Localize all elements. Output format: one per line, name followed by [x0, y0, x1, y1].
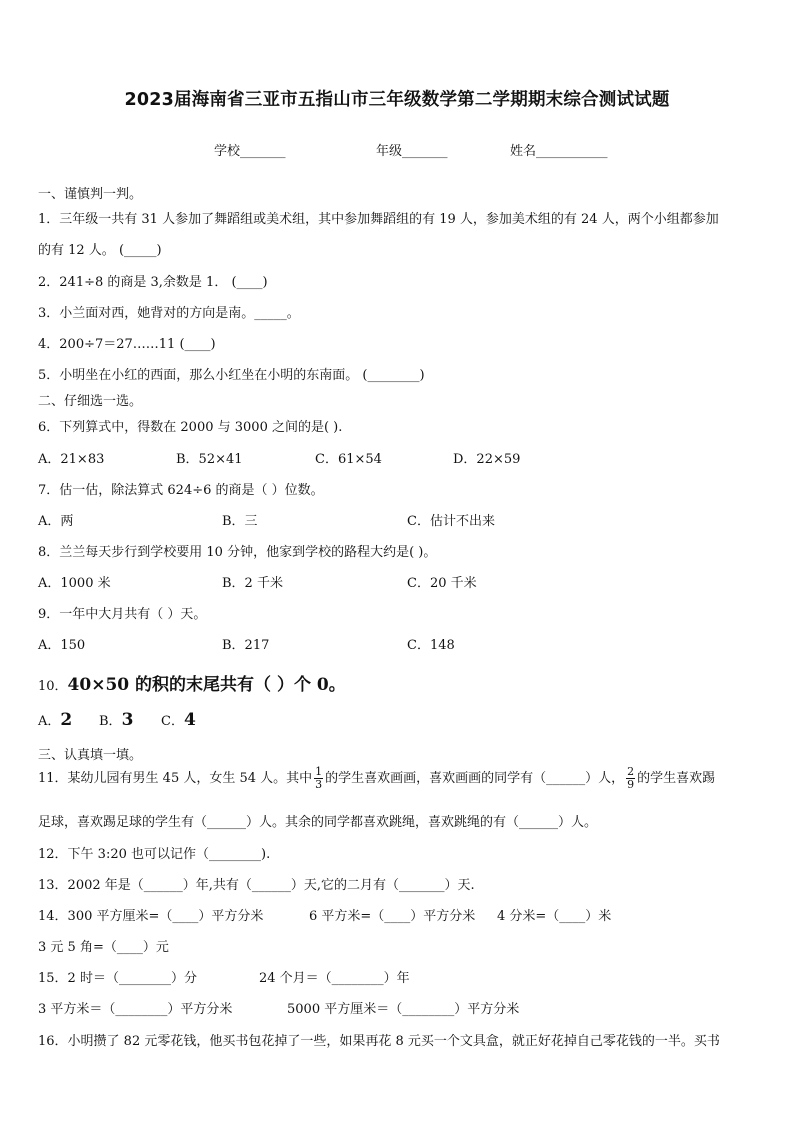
grade-field: 年级_______	[376, 144, 448, 159]
name-field: 姓名___________	[510, 144, 608, 159]
question-13: 13．2002 年是（______）年,共有（______）天,它的二月有（_______）天.	[38, 878, 475, 893]
fraction-numerator: 2	[627, 765, 635, 778]
question-9-stem: 9．一年中大月共有（ ）天。	[38, 607, 207, 622]
question-9-option-b: B．217	[222, 638, 270, 653]
question-14-part-a: 14．300 平方厘米=（____）平方分米	[38, 909, 264, 924]
question-5: 5．小明坐在小红的西面，那么小红坐在小明的东南面。 (________)	[38, 368, 425, 383]
option-c-label: C．	[161, 714, 184, 729]
option-c-value: 4	[183, 710, 196, 730]
question-4: 4．200÷7＝27……11 (____)	[38, 337, 216, 352]
question-11-part-2: 的学生喜欢画画，喜欢画画的同学有（______）人，	[325, 771, 625, 786]
question-16-line-1: 16．小明攒了 82 元零花钱，他买书包花掉了一些，如果再花 8 元买一个文具盒，就正好花掉自己零花钱的一半。买书	[38, 1034, 720, 1049]
question-11-part-3: 的学生喜欢踢	[637, 771, 716, 786]
fraction-two-ninths	[626, 766, 635, 791]
option-a-value: 2	[60, 710, 73, 730]
option-b-label: B．	[99, 714, 122, 729]
question-14-part-c: 4 分米=（____）米	[497, 909, 612, 924]
question-10-stem	[38, 670, 346, 695]
question-10-text: 40×50 的积的末尾共有（ ）个 0。	[67, 675, 346, 695]
section-heading-3: 三、认真填一填。	[38, 748, 143, 763]
question-15-part-a: 15．2 时＝（________）分	[38, 971, 197, 986]
question-12: 12．下午 3:20 也可以记作（________).	[38, 847, 271, 862]
question-14-part-d: 3 元 5 角=（____）元	[38, 940, 169, 955]
question-8-stem: 8．兰兰每天步行到学校要用 10 分钟，他家到学校的路程大约是( )。	[38, 545, 437, 560]
question-11-line-1	[38, 766, 715, 791]
option-b-value: 3	[121, 710, 134, 730]
question-15-part-c: 3 平方米＝（________）平方分米	[38, 1002, 233, 1017]
question-10-number: 10．	[38, 679, 68, 694]
question-7-option-c: C．估计不出来	[407, 514, 495, 529]
question-7-stem: 7．估一估，除法算式 624÷6 的商是（ ）位数。	[38, 483, 324, 498]
question-9-option-a: A．150	[38, 638, 86, 653]
question-6-option-d: D．22×59	[453, 452, 521, 467]
question-15-part-d: 5000 平方厘米＝（________）平方分米	[287, 1002, 520, 1017]
question-15-part-b: 24 个月＝（________）年	[259, 971, 410, 986]
question-6-option-c: C．61×54	[315, 452, 382, 467]
page-title: 2023届海南省三亚市五指山市三年级数学第二学期期末综合测试试题	[124, 90, 670, 110]
question-8-option-b: B．2 千米	[222, 576, 283, 591]
question-10-option-a	[38, 710, 72, 730]
question-6-option-a: A．21×83	[38, 452, 105, 467]
question-1-line-1: 1．三年级一共有 31 人参加了舞蹈组或美术组，其中参加舞蹈组的有 19 人，参加美术组的有 24 人，两个小组都参加	[38, 212, 719, 227]
section-heading-1: 一、谨慎判一判。	[38, 187, 143, 202]
question-2: 2．241÷8 的商是 3,余数是 1． (____)	[38, 275, 268, 290]
question-11-part-1: 11．某幼儿园有男生 45 人，女生 54 人。其中	[38, 771, 313, 786]
question-3: 3．小兰面对西，她背对的方向是南。_____。	[38, 306, 300, 321]
question-6-stem: 6．下列算式中，得数在 2000 与 3000 之间的是( ).	[38, 420, 343, 435]
option-a-label: A．	[38, 714, 61, 729]
fraction-one-third	[314, 766, 323, 791]
question-8-option-c: C．20 千米	[407, 576, 477, 591]
fraction-numerator: 1	[315, 765, 323, 778]
question-8-option-a: A．1000 米	[38, 576, 111, 591]
question-11-line-2: 足球，喜欢踢足球的学生有（______）人。其余的同学都喜欢跳绳，喜欢跳绳的有（______）人。	[38, 815, 598, 830]
fraction-denominator: 3	[315, 778, 323, 791]
question-7-option-a: A．两	[38, 514, 74, 529]
fraction-denominator: 9	[627, 778, 635, 791]
question-10-option-b	[99, 710, 133, 730]
question-10-option-c	[161, 710, 196, 730]
question-6-option-b: B．52×41	[176, 452, 243, 467]
question-1-line-2: 的有 12 人。 (_____)	[38, 243, 162, 258]
question-7-option-b: B．三	[222, 514, 258, 529]
school-field: 学校_______	[214, 144, 286, 159]
question-9-option-c: C．148	[407, 638, 455, 653]
section-heading-2: 二、仔细选一选。	[38, 394, 143, 409]
question-14-part-b: 6 平方米=（____）平方分米	[309, 909, 476, 924]
